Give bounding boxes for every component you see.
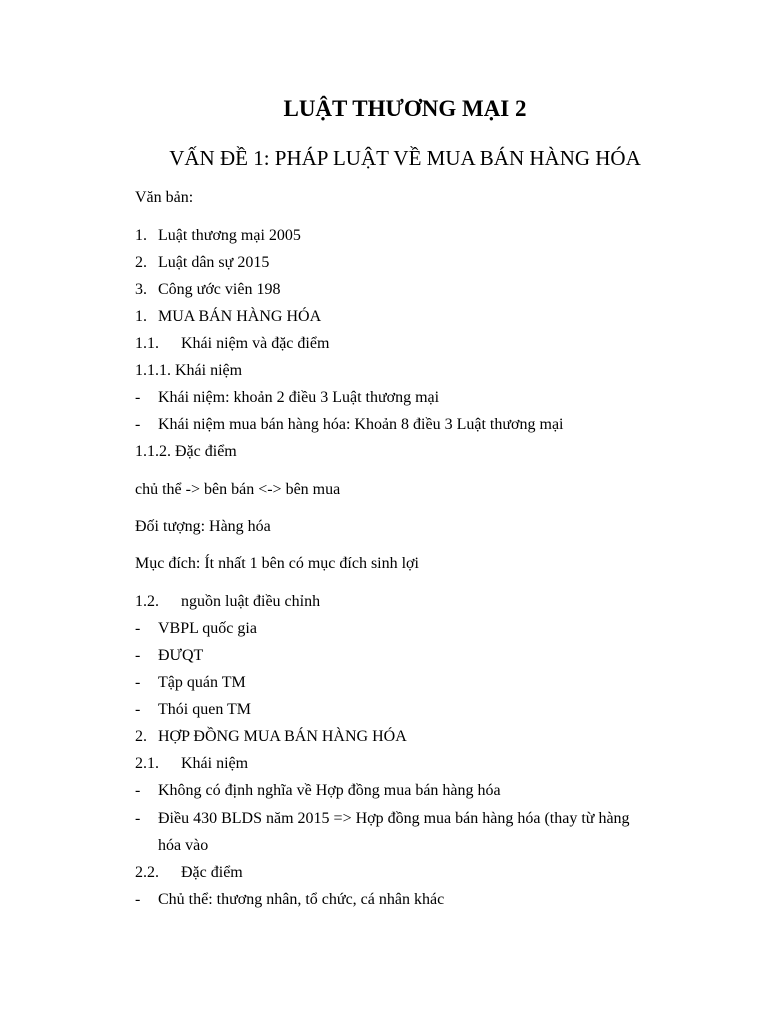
list-marker: 1.1. bbox=[135, 335, 159, 352]
numbered-item bbox=[135, 279, 280, 301]
paragraph bbox=[135, 479, 340, 501]
line-text: VBPL quốc gia bbox=[158, 620, 257, 637]
list-marker: - bbox=[135, 647, 141, 664]
line-text: MUA BÁN HÀNG HÓA bbox=[158, 308, 322, 325]
line-text: Tập quán TM bbox=[158, 674, 246, 691]
line-text: Khái niệm và đặc điểm bbox=[181, 335, 330, 352]
paragraph bbox=[135, 553, 419, 575]
list-marker: 2.2. bbox=[135, 864, 159, 881]
list-marker: - bbox=[135, 891, 141, 908]
list-marker: - bbox=[135, 416, 141, 433]
section-heading bbox=[135, 306, 321, 328]
bullet-item bbox=[135, 618, 257, 640]
list-marker: 2.1. bbox=[135, 755, 159, 772]
bullet-item-continuation bbox=[135, 835, 208, 857]
list-marker: - bbox=[135, 701, 141, 718]
line-text: Chủ thể: thương nhân, tổ chức, cá nhân khác bbox=[158, 891, 445, 908]
bullet-item bbox=[135, 699, 251, 721]
line-text: Không có định nghĩa về Hợp đồng mua bán hàng hóa bbox=[158, 782, 501, 799]
subsubsection-heading bbox=[135, 360, 242, 382]
section-heading bbox=[135, 726, 407, 748]
line-text: 1.1.2. Đặc điểm bbox=[135, 443, 237, 460]
bullet-item bbox=[135, 645, 203, 667]
line-text: Đặc điểm bbox=[181, 864, 243, 881]
subsection-heading bbox=[135, 591, 320, 613]
list-marker: - bbox=[135, 620, 141, 637]
line-text: Mục đích: Ít nhất 1 bên có mục đích sinh lợi bbox=[135, 555, 419, 572]
bullet-item bbox=[135, 780, 501, 802]
line-text: 1.1.1. Khái niệm bbox=[135, 362, 243, 379]
line-text: Luật thương mại 2005 bbox=[158, 227, 301, 244]
list-marker: - bbox=[135, 389, 141, 406]
bullet-item bbox=[135, 387, 439, 409]
line-text: hóa vào bbox=[158, 837, 209, 854]
list-marker: 1. bbox=[135, 308, 147, 325]
numbered-item bbox=[135, 252, 269, 274]
line-text: Khái niệm mua bán hàng hóa: Khoản 8 điều 3 Luật thương mại bbox=[158, 416, 564, 433]
line-text: Văn bản: bbox=[135, 189, 194, 206]
list-marker: 1. bbox=[135, 227, 147, 244]
bullet-item bbox=[135, 889, 444, 911]
paragraph bbox=[135, 516, 271, 538]
paragraph bbox=[135, 187, 193, 209]
list-marker: - bbox=[135, 674, 141, 691]
line-text: nguồn luật điều chỉnh bbox=[181, 593, 321, 610]
bullet-item bbox=[135, 414, 563, 436]
line-text: Thói quen TM bbox=[158, 701, 252, 718]
line-text: chủ thể -> bên bán <-> bên mua bbox=[135, 481, 341, 498]
subsection-heading bbox=[135, 862, 243, 884]
document-title: LUẬT THƯƠNG MẠI 2 bbox=[283, 96, 527, 121]
list-marker: 2. bbox=[135, 728, 147, 745]
line-text: Luật dân sự 2015 bbox=[158, 254, 270, 271]
bullet-item bbox=[135, 672, 246, 694]
bullet-item bbox=[135, 808, 630, 830]
list-marker: 3. bbox=[135, 281, 147, 298]
document-subtitle: VẤN ĐỀ 1: PHÁP LUẬT VỀ MUA BÁN HÀNG HÓA bbox=[169, 146, 641, 170]
list-marker: 2. bbox=[135, 254, 147, 271]
line-text: Công ước viên 198 bbox=[158, 281, 281, 298]
subsubsection-heading bbox=[135, 441, 237, 463]
subsection-heading bbox=[135, 333, 329, 355]
line-text: HỢP ĐỒNG MUA BÁN HÀNG HÓA bbox=[158, 728, 407, 745]
line-text: ĐƯQT bbox=[158, 647, 204, 664]
subsection-heading bbox=[135, 753, 248, 775]
numbered-item bbox=[135, 225, 301, 247]
line-text: Đối tượng: Hàng hóa bbox=[135, 518, 271, 535]
list-marker: - bbox=[135, 810, 141, 827]
list-marker: - bbox=[135, 782, 141, 799]
list-marker: 1.2. bbox=[135, 593, 159, 610]
line-text: Điều 430 BLDS năm 2015 => Hợp đồng mua bán hàng hóa (thay từ hàng bbox=[158, 810, 630, 827]
line-text: Khái niệm bbox=[181, 755, 249, 772]
line-text: Khái niệm: khoản 2 điều 3 Luật thương mại bbox=[158, 389, 440, 406]
